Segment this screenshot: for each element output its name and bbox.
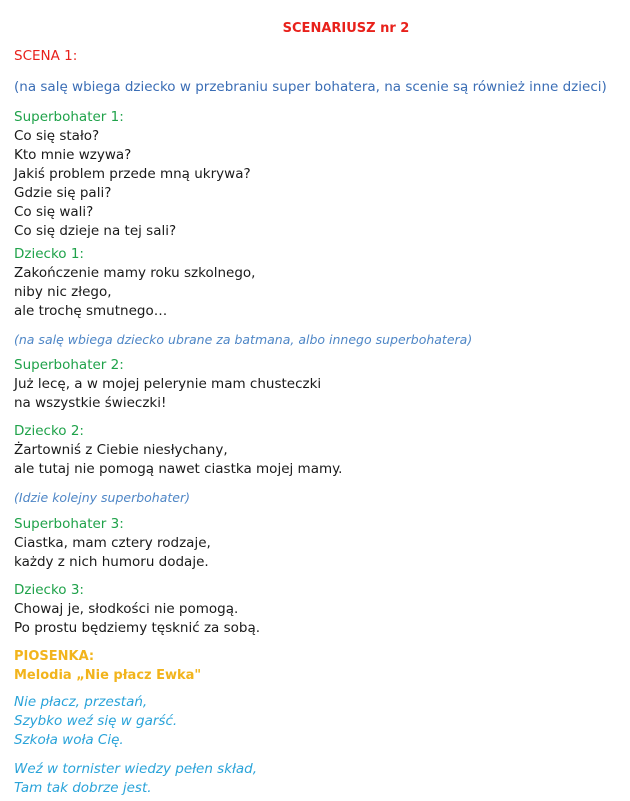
speaker-child-1: Dziecko 1: bbox=[14, 246, 84, 262]
speaker-child-3: Dziecko 3: bbox=[14, 582, 84, 598]
song-stanza-1 bbox=[14, 693, 177, 750]
lyric-line: Szybko weź się w garść. bbox=[14, 713, 178, 729]
song-stanza-2 bbox=[14, 760, 257, 798]
speaker-superhero-1: Superbohater 1: bbox=[14, 109, 124, 125]
song-heading: PIOSENKA: bbox=[14, 649, 95, 664]
speaker-superhero-2: Superbohater 2: bbox=[14, 357, 124, 373]
dialogue-line: Jakiś problem przede mną ukrywa? bbox=[14, 166, 251, 182]
dialogue-line: Żartowniś z Ciebie niesłychany, bbox=[14, 442, 228, 458]
dialogue-line: Zakończenie mamy roku szkolnego, bbox=[14, 265, 256, 281]
dialogue-line: Po prostu będziemy tęsknić za sobą. bbox=[14, 620, 261, 636]
lyric-line: Nie płacz, przestań, bbox=[14, 694, 148, 710]
superhero-1-block bbox=[14, 108, 251, 241]
lyric-line: Tam tak dobrze jest. bbox=[14, 780, 152, 796]
superhero-3-block bbox=[14, 515, 211, 572]
stage-direction-1: (na salę wbiega dziecko w przebraniu super bohatera, na scenie są również inne dzieci) bbox=[14, 79, 607, 95]
stage-direction-2: (na salę wbiega dziecko ubrane za batmana, albo innego superbohatera) bbox=[14, 332, 473, 347]
dialogue-line: Chowaj je, słodkości nie pomogą. bbox=[14, 601, 239, 617]
dialogue-line: każdy z nich humoru dodaje. bbox=[14, 554, 209, 570]
lyric-line: Weź w tornister wiedzy pełen skład, bbox=[14, 761, 258, 777]
child-1-block bbox=[14, 245, 255, 321]
song-melody: Melodia „Nie płacz Ewka" bbox=[14, 668, 202, 683]
dialogue-line: Co się dzieje na tej sali? bbox=[14, 223, 177, 239]
dialogue-line: Gdzie się pali? bbox=[14, 185, 112, 201]
dialogue-line: ale trochę smutnego… bbox=[14, 303, 168, 319]
scene-heading: SCENA 1: bbox=[14, 48, 78, 64]
song-header bbox=[14, 647, 201, 685]
stage-direction-3: (Idzie kolejny superbohater) bbox=[14, 490, 190, 505]
dialogue-line: Już lecę, a w mojej pelerynie mam chusteczki bbox=[14, 376, 322, 392]
dialogue-line: ale tutaj nie pomogą nawet ciastka mojej mamy. bbox=[14, 461, 343, 477]
dialogue-line: Co się wali? bbox=[14, 204, 94, 220]
document-title: SCENARIUSZ nr 2 bbox=[282, 21, 410, 36]
child-2-block bbox=[14, 422, 342, 479]
child-3-block bbox=[14, 581, 260, 638]
dialogue-line: Ciastka, mam cztery rodzaje, bbox=[14, 535, 211, 551]
dialogue-line: Co się stało? bbox=[14, 128, 100, 144]
speaker-superhero-3: Superbohater 3: bbox=[14, 516, 124, 532]
dialogue-line: na wszystkie świeczki! bbox=[14, 395, 167, 411]
speaker-child-2: Dziecko 2: bbox=[14, 423, 84, 439]
dialogue-line: Kto mnie wzywa? bbox=[14, 147, 132, 163]
superhero-2-block bbox=[14, 356, 321, 413]
dialogue-line: niby nic złego, bbox=[14, 284, 112, 300]
lyric-line: Szkoła woła Cię. bbox=[14, 732, 124, 748]
